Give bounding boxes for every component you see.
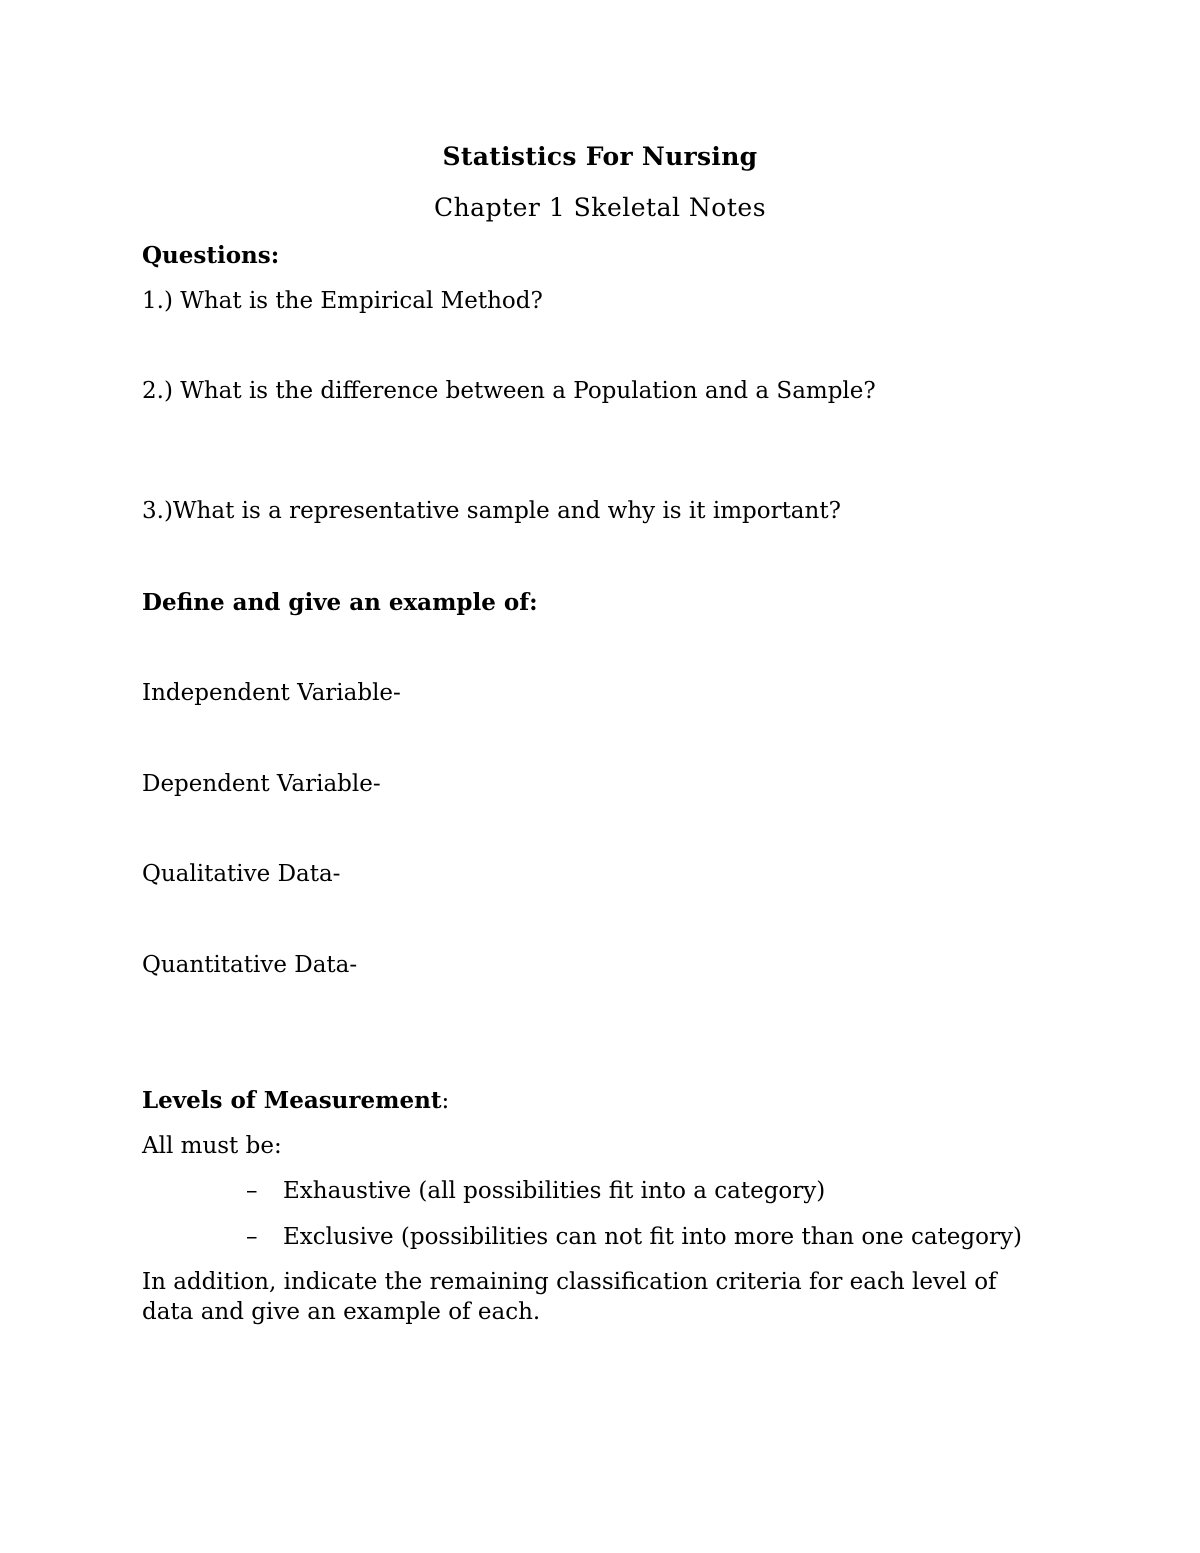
bullet-dash-2: – — [246, 1224, 258, 1250]
all-must-be: All must be: — [142, 1133, 282, 1159]
levels-heading-text: Levels of Measurement — [142, 1087, 442, 1114]
levels-heading-colon: : — [441, 1088, 450, 1114]
term-quantitative-data: Quantitative Data- — [142, 952, 358, 978]
question-3: 3.)What is a representative sample and why is it important? — [142, 498, 841, 524]
criterion-exhaustive: Exhaustive (all possibilities fit into a category) — [283, 1178, 826, 1204]
document-subtitle: Chapter 1 Skeletal Notes — [433, 193, 767, 222]
questions-heading: Questions: — [142, 242, 280, 269]
term-dependent-variable: Dependent Variable- — [142, 771, 381, 797]
document-title: Statistics For Nursing — [442, 142, 758, 171]
closing-paragraph-line-2: data and give an example of each. — [142, 1299, 541, 1325]
question-1: 1.) What is the Empirical Method? — [142, 288, 543, 314]
closing-paragraph-line-1: In addition, indicate the remaining classification criteria for each level of — [142, 1269, 997, 1295]
question-2: 2.) What is the difference between a Population and a Sample? — [142, 378, 876, 404]
criterion-exclusive: Exclusive (possibilities can not fit into more than one category) — [283, 1224, 1022, 1250]
bullet-dash-1: – — [246, 1178, 258, 1204]
define-heading: Define and give an example of: — [142, 589, 538, 616]
levels-heading — [142, 1086, 449, 1116]
term-qualitative-data: Qualitative Data- — [142, 861, 341, 887]
term-independent-variable: Independent Variable- — [142, 680, 401, 706]
